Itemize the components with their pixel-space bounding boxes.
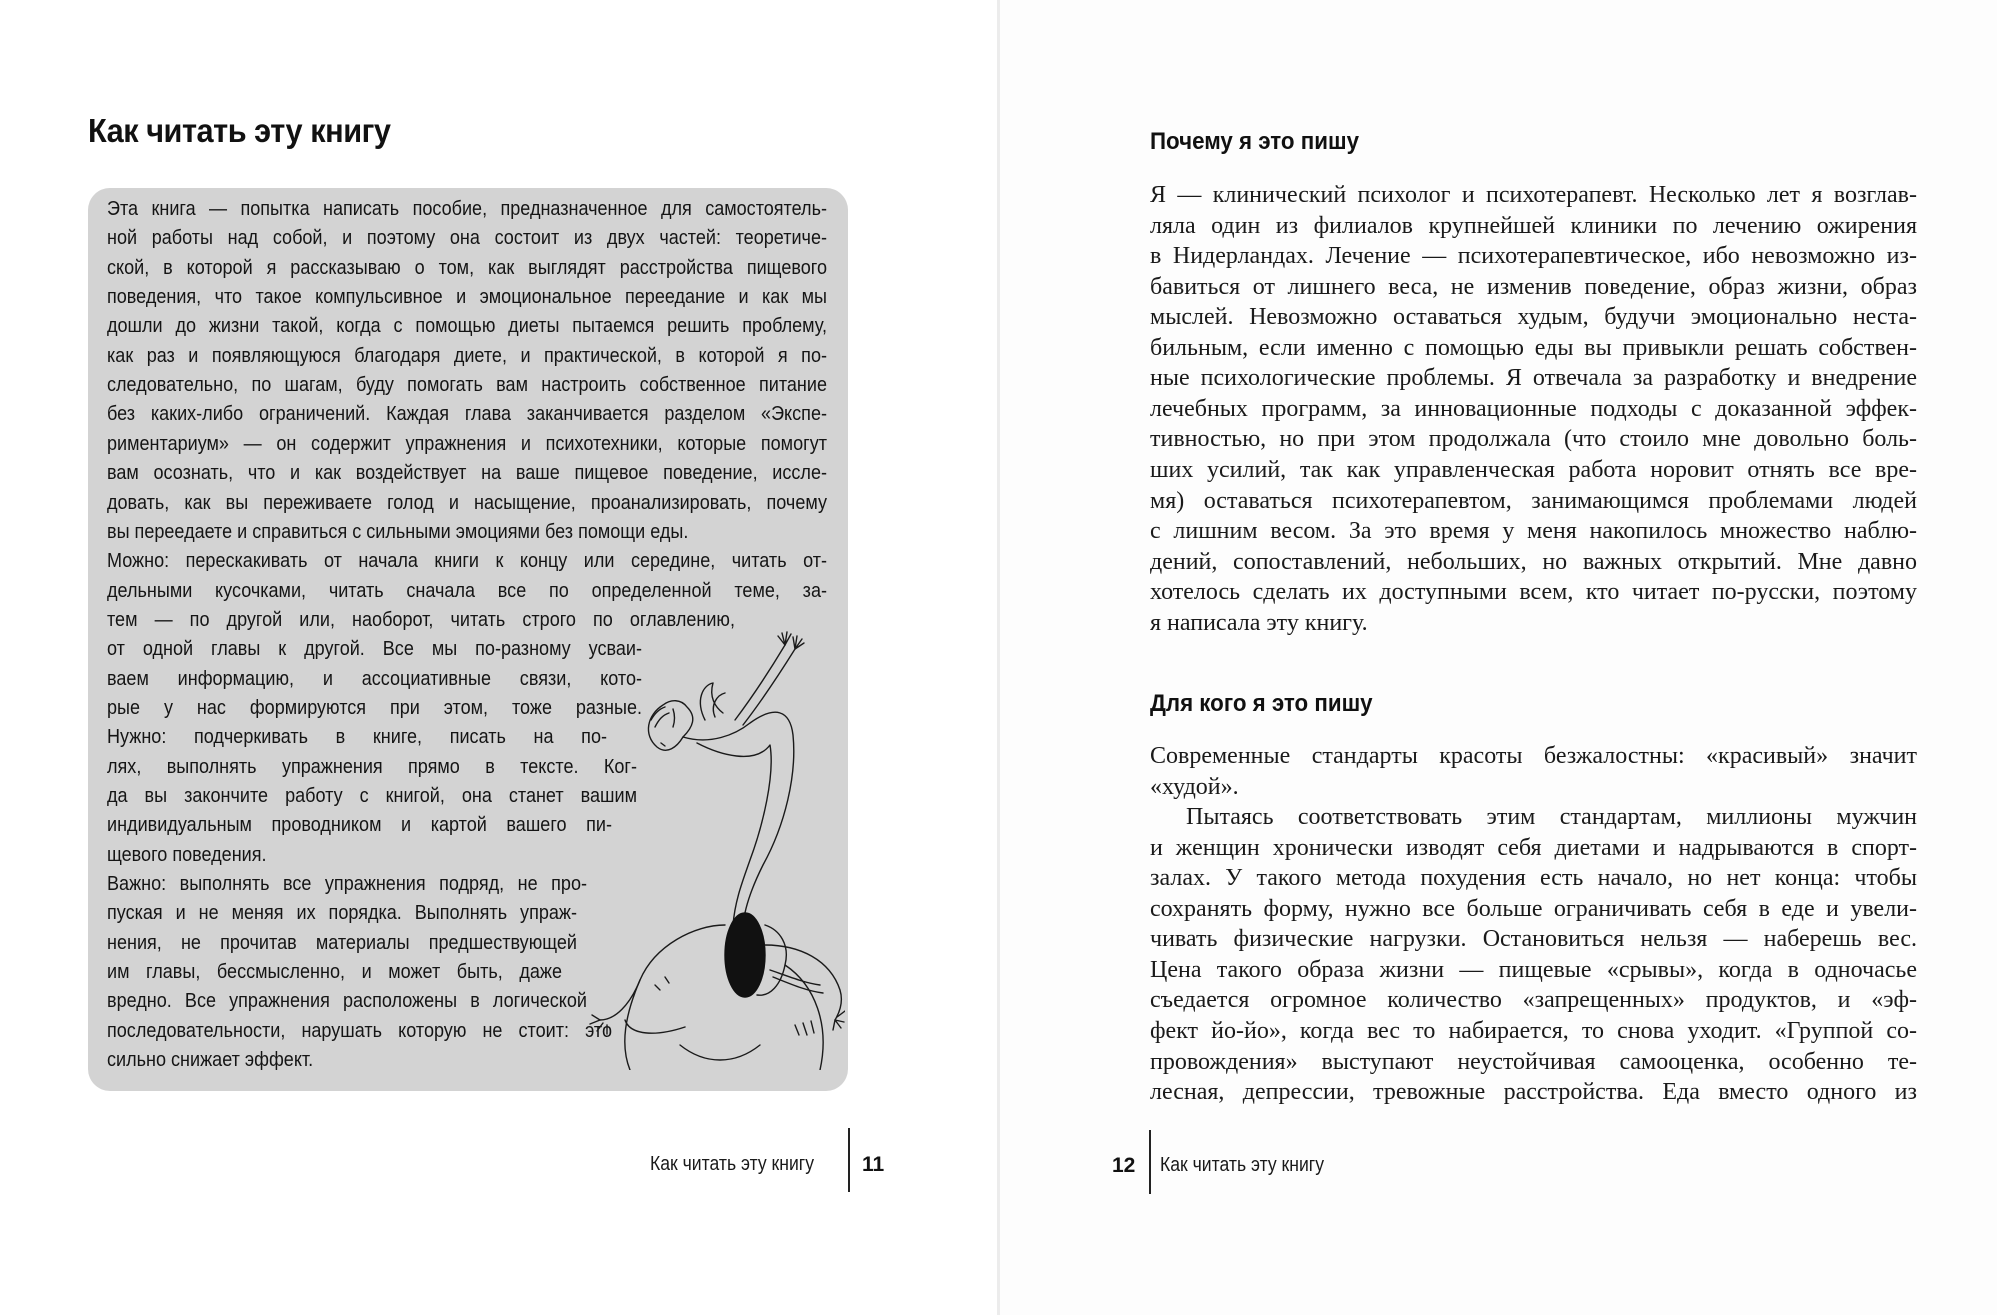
info-box-line: как раз и появляющуюся благодаря диете, и практической, в которой я по- (107, 343, 827, 367)
cartoon-figure-illustration (585, 625, 845, 1070)
body-text-line: дений, сопоставлений, небольших, но важных открытий. Мне давно (1150, 548, 1917, 575)
body-text-line: «худой». (1150, 773, 1239, 800)
page-number-left: 11 (862, 1153, 885, 1176)
info-box-line: вы переедаете и справиться с сильными эмоциями без помощи еды. (107, 519, 689, 543)
body-text-line: Современные стандарты красоты безжалостны: «красивый» значит (1150, 743, 1917, 769)
info-box-line: дошли до жизни такой, когда с помощью диеты пытаемся решить проблему, (107, 314, 827, 338)
chapter-title: Как читать эту книгу (88, 112, 391, 149)
info-box-line: им главы, бессмысленно, и может быть, даже (107, 960, 562, 984)
info-box-line: да вы закончите работу с книгой, она станет вашим (107, 784, 637, 807)
body-text-line: ляла один из филиалов крупнейшей клиники по лечению ожирения (1150, 212, 1917, 239)
info-box-line: рые у нас формируются при этом, тоже разные. (107, 695, 642, 719)
info-box-line: пуская и не меняя их порядка. Выполнять упраж- (107, 901, 577, 925)
info-box-line: без каких-либо ограничений. Каждая глава заканчивается разделом «Экспе- (107, 402, 827, 426)
body-text-line: лесная, депрессии, тревожные расстройства. Еда вместо одного из (1150, 1079, 1917, 1106)
info-box-line: вредно. Все упражнения расположены в логической (107, 989, 587, 1013)
info-box-line: тем — по другой или, наоборот, читать строго по оглавлению, (107, 607, 735, 631)
info-box-line: Важно: выполнять все упражнения подряд, не про- (107, 872, 587, 896)
info-box-line: довать, как вы переживаете голод и насыщение, проанализировать, почему (107, 490, 827, 514)
info-box-line: лях, выполнять упражнения прямо в тексте. Ког- (107, 754, 637, 778)
body-text-line: в Нидерландах. Лечение — психотерапевтическое, ибо невозможно из- (1150, 243, 1917, 270)
info-box-line: поведения, что такое компульсивное и эмоциональное переедание и как мы (107, 285, 827, 309)
body-text-line: я написала эту книгу. (1150, 609, 1368, 636)
running-title-left: Как читать эту книгу (650, 1153, 815, 1175)
body-text-line: мыслей. Невозможно оставаться худым, будучи эмоционально неста- (1150, 304, 1917, 331)
page-number-right: 12 (1112, 1154, 1136, 1177)
info-box-line: ной работы над собой, и поэтому она состоит из двух частей: теоретиче- (107, 226, 827, 250)
info-box-line: риментариум» — он содержит упражнения и психотехники, которые помогут (107, 431, 827, 455)
info-box-line: дельными кусочками, читать сначала все по определенной теме, за- (107, 578, 827, 602)
body-text-line: тивностью, но при этом продолжала (что стоило мне довольно боль- (1150, 426, 1917, 453)
body-text-line: чивать физические нагрузки. Остановиться нельзя — наберешь вес. (1150, 926, 1917, 953)
section-heading: Почему я это пишу (1150, 128, 1359, 155)
info-box-line: щевого поведения. (107, 842, 267, 866)
info-box-line: Нужно: подчеркивать в книге, писать на по- (107, 725, 607, 749)
body-text-line: мя) оставаться психотерапевтом, занимающимся проблемами людей (1150, 487, 1917, 514)
body-text-line: Цена такого образа жизни — пищевые «срывы», когда в одночасье (1150, 956, 1917, 983)
info-box-line: вам осознать, что и как воздействует на ваше пищевое поведение, иссле- (107, 461, 827, 485)
body-text-line: и женщин хронически изводят себя диетами и надрываются в спорт- (1150, 834, 1917, 861)
body-text-line: бавиться от лишнего веса, не изменив поведение, образ жизни, образ (1150, 273, 1917, 300)
info-box-line: последовательности, нарушать которую не стоит: это (107, 1018, 612, 1042)
info-box-line: ваем информацию, и ассоциативные связи, кото- (107, 666, 642, 690)
body-text-line: ные психологические проблемы. Я отвечала за разработку и внедрение (1150, 365, 1917, 392)
body-text-line: залах. У такого метода похудения есть начало, но нет конца: чтобы (1150, 865, 1917, 892)
body-text-line: ших усилий, так как управленческая работа норовит отнять все вре- (1150, 456, 1917, 483)
info-box-line: индивидуальным проводником и картой вашего пи- (107, 813, 612, 837)
footer-divider-right (1149, 1130, 1151, 1194)
body-text-line: бильным, если именно с помощью еды вы привыкли решать собствен- (1150, 334, 1917, 361)
body-text-line: съедается огромное количество «запрещенных» продуктов, и «эф- (1150, 987, 1917, 1014)
body-text-line: провождения» выступают неустойчивая самооценка, особенно те- (1150, 1048, 1917, 1075)
info-box-line: ской, в которой я рассказываю о том, как выглядят расстройства пищевого (107, 255, 827, 279)
info-box-line: от одной главы к другой. Все мы по-разному усваи- (107, 637, 642, 661)
info-box-line: сильно снижает эффект. (107, 1048, 314, 1072)
info-box-line: Эта книга — попытка написать пособие, предназначенное для самостоятель- (107, 197, 827, 220)
info-box-line: нения, не прочитав материалы предшествующей (107, 930, 577, 954)
body-text-line: с лишним весом. За это время у меня накопилось множество наблю- (1150, 518, 1917, 545)
body-text-line: хотелось сделать их доступными всем, кто читает по-русски, поэтому (1150, 579, 1917, 606)
running-title-right: Как читать эту книгу (1160, 1154, 1325, 1176)
body-text-line: Я — клинический психолог и психотерапевт. Несколько лет я возглав- (1150, 182, 1917, 208)
info-box-line: следовательно, по шагам, буду помогать вам настроить собственное питание (107, 373, 827, 397)
footer-divider-left (848, 1128, 850, 1192)
body-text-line: Пытаясь соответствовать этим стандартам, миллионы мужчин (1186, 804, 1917, 831)
info-box-line: Можно: перескакивать от начала книги к концу или середине, читать от- (107, 549, 827, 573)
body-text-line: сохранять форму, нужно все больше ограничивать себя в еде и увели- (1150, 895, 1917, 922)
body-text-line: лечебных программ, за инновационные подходы с доказанной эффек- (1150, 395, 1917, 422)
left-page (0, 0, 998, 1315)
section-heading: Для кого я это пишу (1150, 690, 1373, 717)
body-text-line: фект йо-йо», когда вес то набирается, то снова уходит. «Группой со- (1150, 1017, 1917, 1044)
